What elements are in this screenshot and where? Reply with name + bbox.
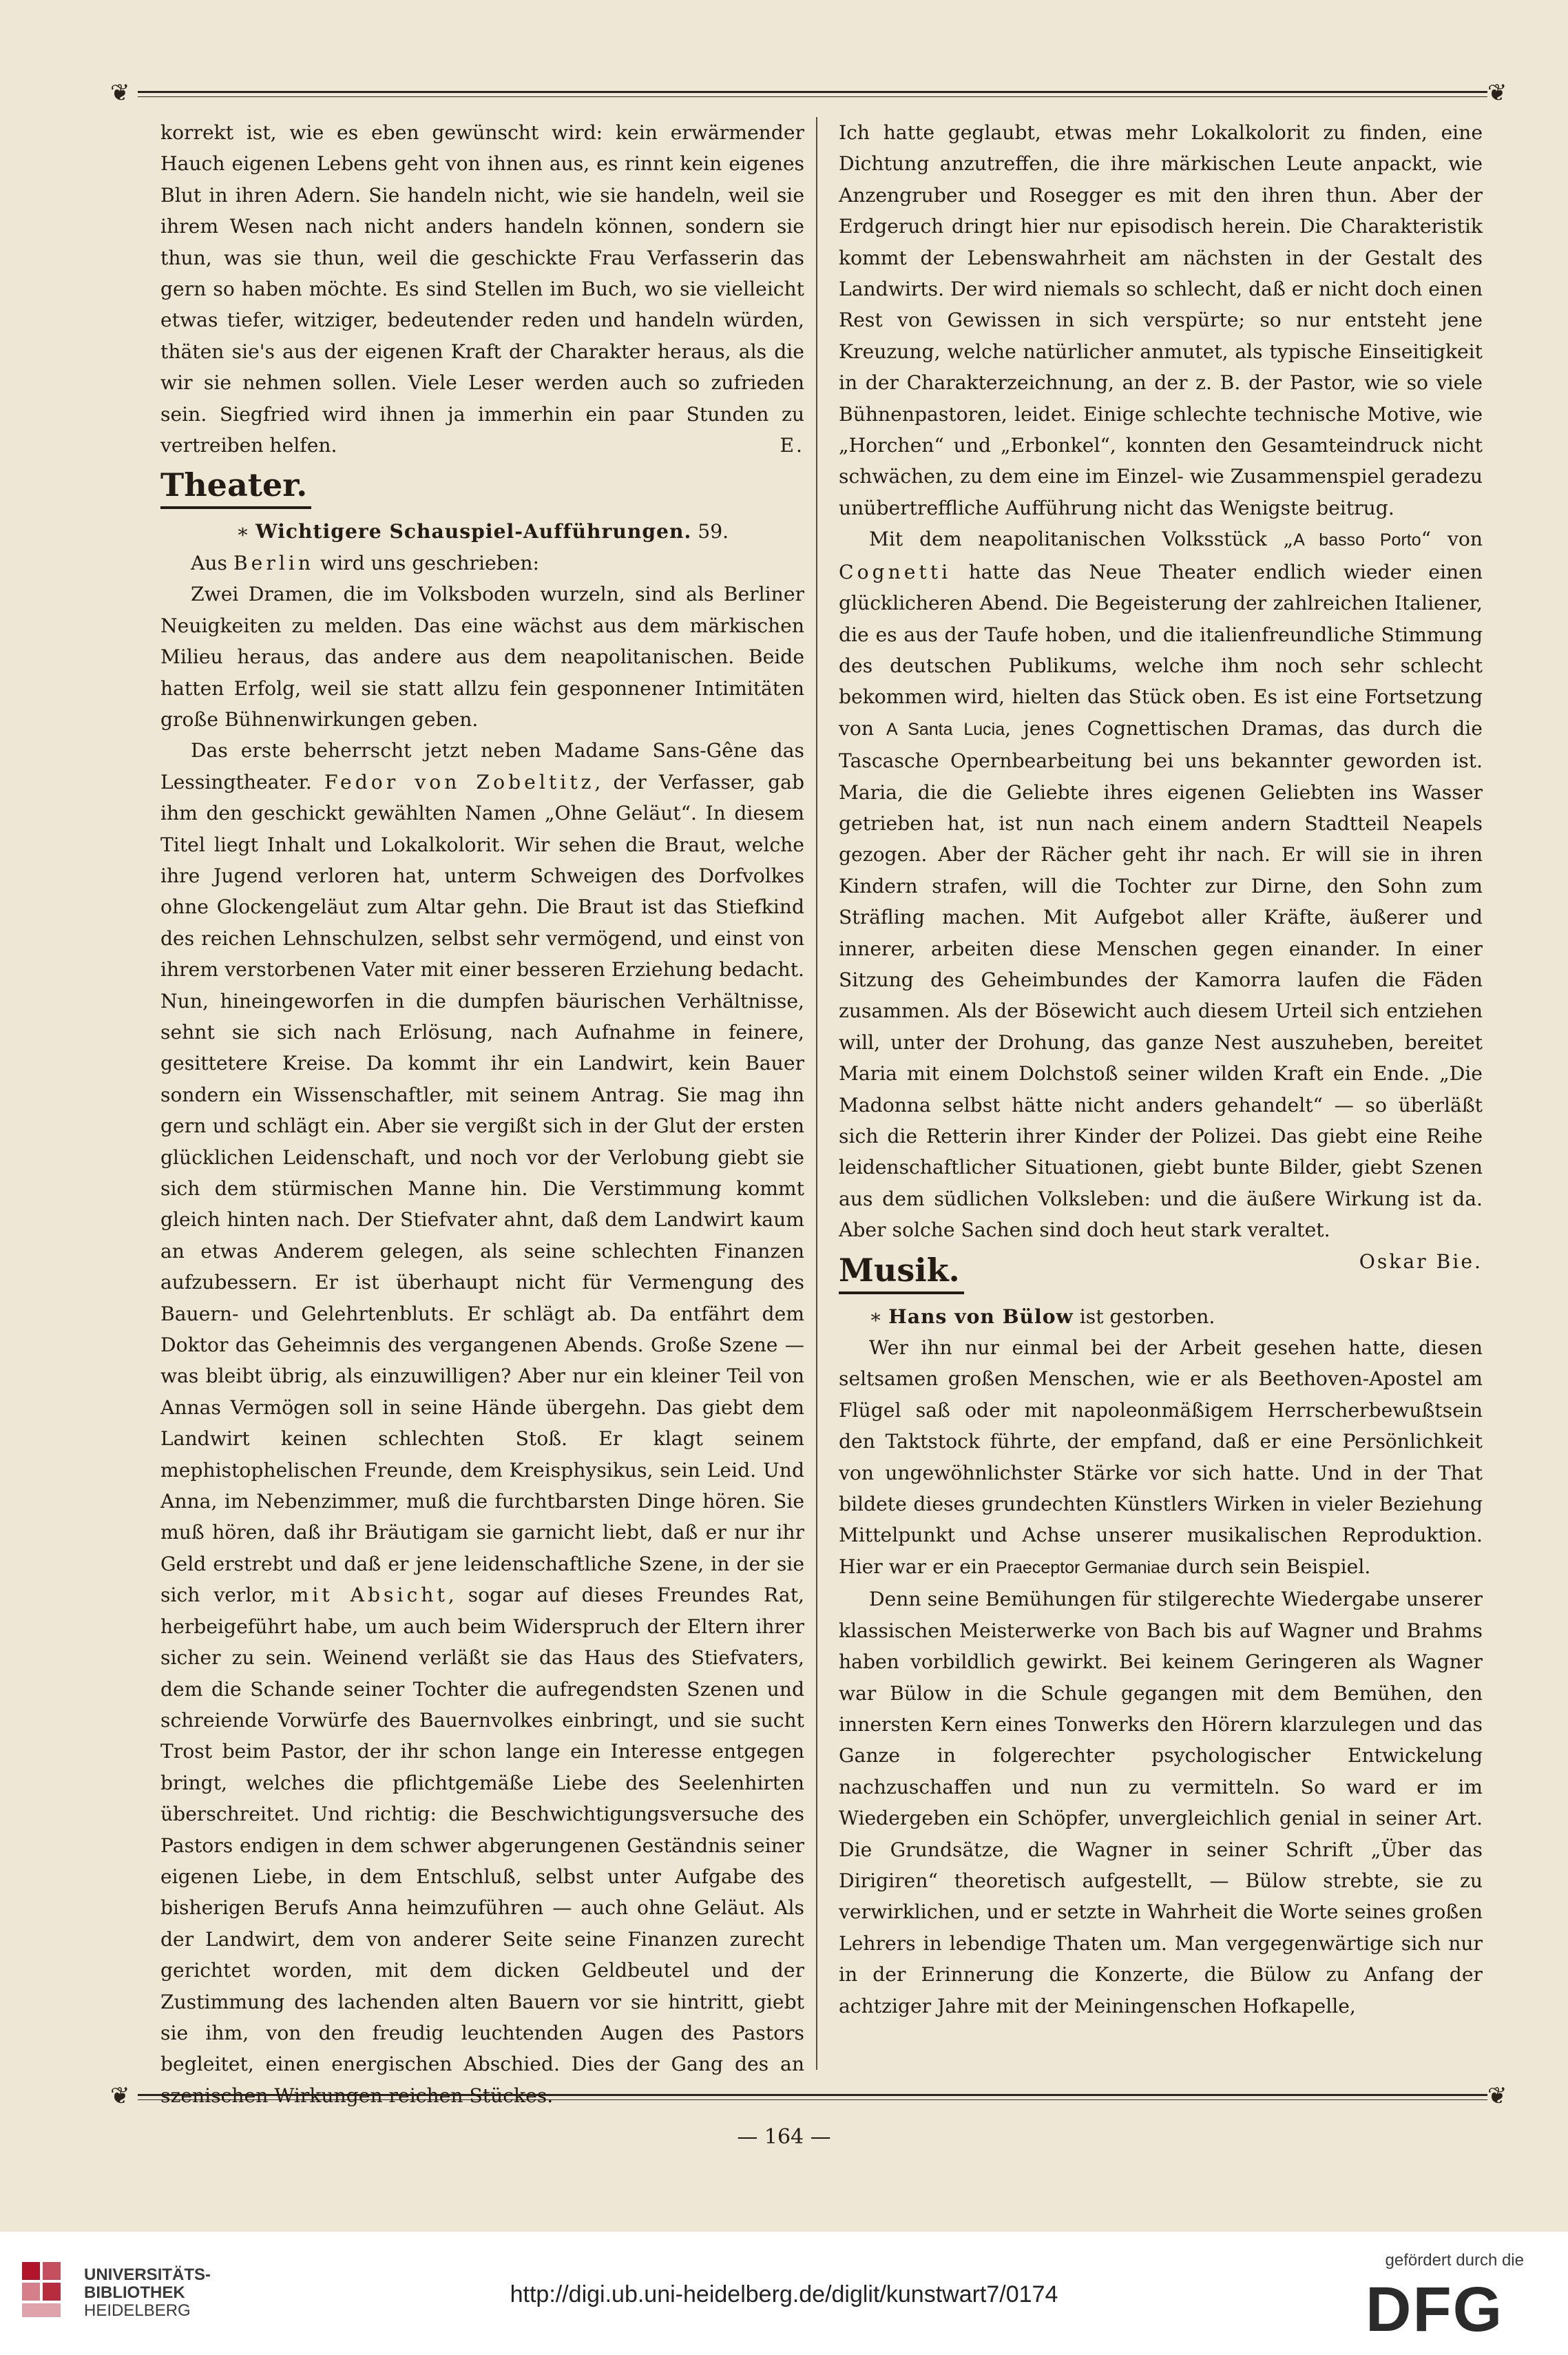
paragraph-ohne-gelaeut: Das erste beherrscht jetzt neben Madame Sans-Gêne das Lessingtheater. Fedor von Zobeltitz, der Verfasser, gab ihm den geschickt gewählten Namen „Ohne Geläut“. In diesem Titel liegt Inhalt und Lokalkolorit. Wir sehen die Braut, welche ihre Jugend verloren hat, unterm Schweigen des Dorfvolkes ohne Glockengeläut zum Altar gehn. Die Braut ist das Stiefkind des reichen Lehnschulzen, selbst sehr vermögend, und einst von ihrem verstorbenen Vater mit einer besseren Erziehung bedacht. Nun, hineingeworfen in die dumpfen bäurischen Verhältnisse, sehnt sie sich nach Erlösung, nach Aufnahme in feinere, gesittetere Kreise. Da kommt ihr ein Landwirt, kein Bauer sondern ein Wissenschaftler, mit seinem Antrag. Sie mag ihn gern und schlägt ein. Aber sie vergißt sich in der Glut der ersten glücklichen Leidenschaft, und noch vor der Verlobung giebt sie sich dem stürmischen Manne hin. Die Verstimmung kommt gleich hinten nach. Der Stiefvater ahnt, daß dem Landwirt kaum an etwas Anderem gelegen, als seine schlechten Finanzen aufzubessern. Er ist überhaupt nicht für Vermengung des Bauern- und Gelehrtenbluts. Er schlägt ab. Da entfährt dem Doktor das Geheimnis des vergangenen Abends. Große Szene — was bleibt übrig, als einzuwilligen? Aber nur ein kleiner Teil von Annas Vermögen soll in seine Hände übergehn. Das giebt dem Landwirt keinen schlechten Stoß. Er klagt seinem mephistophelischen Freunde, dem Kreisphysikus, sein Leid. Und Anna, im Nebenzimmer, muß die furchtbarsten Dinge hören. Sie muß hören, daß ihr Bräutigam sie garnicht liebt, daß er nur ihr Geld erstrebt und daß er jene leidenschaftliche Szene, in der sie sich verlor, mit Absicht, sogar auf dieses Freundes Rat, herbeigeführt habe, um auch beim Widerspruch der Eltern ihrer sicher zu sein. Weinend verläßt sie das Haus des Stiefvaters, dem die Schande seiner Tochter die aufregendsten Szenen und schreiende Vorwürfe des Bauernvolkes einbringt, und sie sucht Trost beim Pastor, der ihr schon lange ein Interesse entgegen bringt, welches die pflichtgemäße Liebe des Seelenhirten überschreitet. Und richtig: die Beschwichtigungsversuche des Pastors endigen in dem schwer abgerungenen Geständnis seiner eigenen Liebe, in dem Entschluß, selbst unter Aufgabe des bisherigen Berufs Anna heimzuführen — auch ohne Geläut. Als der Landwirt, dem von anderer Seite seine Finanzen zurecht gerichtet worden, mit dem dicken Geldbeutel und der Zustimmung des lachenden alten Bauern vor sie hintritt, giebt sie ihm, von den freudig leuchtenden Augen des Pastors begleitet, einen energischen Abschied. Dies der Gang des an szenischen Wirkungen reichen Stückes.	[160, 739, 804, 2107]
subheading-number: 59.	[698, 520, 729, 543]
university-library-name: UNIVERSITÄTS- BIBLIOTHEK HEIDELBERG	[84, 2265, 211, 2320]
latin-phrase: Praeceptor Germaniae	[996, 1557, 1170, 1577]
source-url-link[interactable]: http://digi.ub.uni-heidelberg.de/diglit/kunstwart7/0174	[510, 2281, 1058, 2307]
top-rule	[138, 91, 1487, 93]
review-signature: Oskar Bie.	[1359, 1249, 1483, 1273]
review-ending-paragraph: korrekt ist, wie es eben gewünscht wird: kein erwärmender Hauch eigenen Lebens geht von ihnen aus, es rinnt kein eigenes Blut in ihren Adern. Sie handeln nicht, wie sie handeln, weil sie ihrem Wesen nach nicht anders handeln können, sondern sie thun, was sie thun, weil die geschickte Frau Verfasserin das gern so haben möchte. Es sind Stellen im Buch, wo sie vielleicht etwas tiefer, witziger, bedeutender reden und handeln würden, thäten sie's aus der eigenen Kraft der Charakter heraus, als die wir sie nehmen sollen. Viele Leser werden auch so zufrieden sein. Siegfried wird ihnen ja immerhin ein paar Stunden zu vertreiben helfen. E.	[160, 117, 804, 461]
author-name: Cognetti	[839, 560, 952, 583]
person-name: Hans von Bülow	[888, 1305, 1074, 1328]
section-heading-theater: Theater.	[160, 464, 311, 509]
emphasis-text: mit Absicht	[290, 1584, 448, 1607]
right-column	[839, 117, 1483, 2070]
dfg-logo-text: DFG	[1366, 2274, 1504, 2345]
column-divider	[816, 117, 817, 2070]
ornament-corner-icon: ❦	[110, 2082, 130, 2110]
paragraph: Denn seine Bemühungen für stilgerechte Wiedergabe unserer klassischen Meisterwerke von Bach bis auf Wagner und Brahms haben vorbildlich gewirkt. Bei keinem Geringeren als Wagner war Bülow in die Schule gegangen mit dem Bemühen, den innersten Kern eines Tonwerks den Hörern klarzulegen und das Ganze in folgerechter psychologischer Entwickelung nachzuschaffen und nun zu vermitteln. So ward er im Wiedergeben ein Schöpfer, unvergleichlich genial in seiner Art. Die Grundsätze, die Wagner in seiner Schrift „Über das Dirigiren“ theoretisch aufgestellt, — Bülow strebte, sie zu verwirklichen, und er setzte in Wahrheit die Worte seines großen Lehrers in lebendige Thaten um. Man vergegenwärtige sich nur in der Erinnerung die Konzerte, die Bülow zu Anfang der achtziger Jahre mit der Meiningenschen Hofkapelle,	[839, 1588, 1483, 2017]
ornament-corner-icon: ❦	[1487, 79, 1507, 107]
page-number: — 164 —	[737, 2125, 831, 2149]
play-title: A basso Porto	[1293, 530, 1421, 550]
review-signature: E.	[780, 434, 804, 457]
play-title: A Santa Lucia	[886, 719, 1005, 739]
ornament-corner-icon: ❦	[1487, 2082, 1507, 2110]
author-name: Fedor von Zobeltitz	[324, 770, 595, 793]
city-name: Berlin	[233, 551, 315, 574]
subheading-line	[160, 516, 804, 547]
intro-paragraph: Aus Berlin wird uns geschrieben:	[191, 551, 540, 574]
digitization-footer	[0, 2232, 1568, 2355]
left-column	[160, 117, 804, 2107]
paragraph: Wer ihn nur einmal bei der Arbeit gesehen hatte, diesen seltsamen großen Menschen, wie er als Beethoven-Apostel am Flügel saß oder mit napoleonmäßigem Herrscherbewußtsein den Taktstock führte, der empfand, daß er eine Persönlichkeit von ungewöhnlichster Stärke vor sich hatte. Und in der That bildete dieses grundechten Künstlers Wirken in vieler Beziehung Mittelpunkt und Achse unserer musikalischen Reproduktion. Hier war er ein Praeceptor Germaniae durch sein Beispiel.	[839, 1336, 1483, 1578]
bulow-lead: ∗ Hans von Bülow ist gestorben.	[869, 1305, 1215, 1328]
asterisk-mark: ∗	[869, 1305, 883, 1328]
paragraph-basso-porto: Mit dem neapolitanischen Volksstück „A basso Porto“ von Cognetti hatte das Neue Theater endlich wieder einen glücklicheren Abend. Die Begeisterung der zahlreichen Italiener, die es aus der Taufe hoben, und die italienfreundliche Stimmung des deutschen Publikums, welche ihm noch sehr schlecht bekommen wird, hielten das Stück oben. Es ist eine Fortsetzung von A Santa Lucia, jenes Cognettischen Dramas, das durch die Tascasche Opernbearbeitung bei uns bekannter geworden ist. Maria, die die Geliebte ihres eigenen Geliebten ins Wasser getrieben hat, ist nun nach einem andern Stadtteil Neapels gezogen. Aber der Rächer geht ihr nach. Er will sie in ihren Kindern strafen, will die Tochter zur Dirne, den Sohn zum Sträfling machen. Mit Aufgebot aller Kräfte, äußerer und innerer, arbeiten diese Menschen gegen einander. In einer Sitzung des Geheimbundes der Kamorra laufen die Fäden zusammen. Als der Bösewicht auch diesem Urteil sich entziehen will, unter der Drohung, das ganze Nest auszuheben, bereitet Maria mit einem Dolchstoß seiner wilden Kraft ein Ende. „Die Madonna selbst hätte nicht anders gehandelt“ — so überläßt sich die Retterin ihrer Kinder der Polizei. Das giebt eine Reihe leidenschaftlicher Situationen, giebt bunte Bilder, giebt Szenen aus dem südlichen Volksleben: und die äußere Wirkung ist da. Aber solche Sachen sind doch heut stark veraltet. Oskar Bie.	[839, 523, 1483, 1245]
ornament-corner-icon: ❦	[110, 79, 130, 107]
subheading-performances: Wichtigere Schauspiel-Aufführungen.	[255, 520, 692, 543]
paragraph: Ich hatte geglaubt, etwas mehr Lokalkolorit zu finden, eine Dichtung anzutreffen, die ihre märkischen Leute anpackt, wie Anzengruber und Rosegger es mit den ihren thun. Aber der Erdgeruch dringt hier nur episodisch herein. Die Charakteristik kommt der Lebenswahrheit am nächsten in der Gestalt des Landwirts. Der wird niemals so schlecht, daß er nicht doch einen Rest von Gewissen in sich verspürte; so nur entsteht jene Kreuzung, welche natürlicher anmutet, als typische Einseitigkeit in der Charakterzeichnung, an der z. B. der Pastor, wie so viele Bühnenpastoren, leidet. Einige schlechte technische Motive, wie „Horchen“ und „Erbonkel“, konnten den Gesamteindruck nicht schwächen, zu dem eine im Einzel- wie Zusammenspiel geradezu unübertreffliche Aufführung nicht das Wenigste beitrug.	[839, 121, 1483, 519]
top-rule-thin	[138, 96, 1487, 97]
paragraph: Zwei Dramen, die im Volksboden wurzeln, sind als Berliner Neuigkeiten zu melden. Das eine wächst aus dem märkischen Milieu heraus, das andere aus dem neapolitanischen. Beide hatten Erfolg, weil sie statt allzu fein gesponnener Intimitäten große Bühnenwirkungen geben.	[160, 583, 804, 731]
asterisk-mark: ∗	[236, 520, 250, 543]
funding-caption: gefördert durch die	[1385, 2251, 1524, 2270]
section-heading-music: Musik.	[839, 1249, 964, 1294]
dfg-logo-icon	[1366, 2274, 1524, 2345]
